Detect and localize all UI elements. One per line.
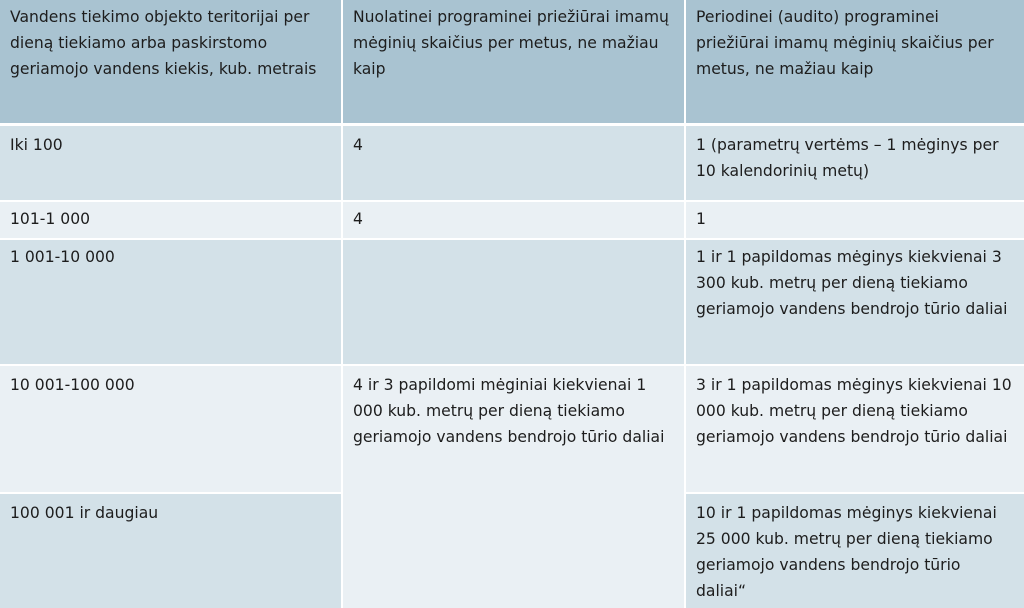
cell-continuous: 4 <box>342 201 685 239</box>
cell-periodic: 10 ir 1 papildomas mėginys kiekvienai 25 000 kub. metrų per dieną tiekiamo geriamojo vandens bendrojo tūrio daliai“ <box>685 493 1024 608</box>
cell-volume: 101-1 000 <box>0 201 342 239</box>
cell-volume: 100 001 ir daugiau <box>0 493 342 608</box>
header-periodic-samples: Periodinei (audito) programinei priežiūrai imamų mėginių skaičius per metus, ne mažiau kaip <box>685 0 1024 125</box>
cell-periodic: 1 ir 1 papildomas mėginys kiekvienai 3 300 kub. metrų per dieną tiekiamo geriamojo vandens bendrojo tūrio daliai <box>685 239 1024 365</box>
cell-volume: 10 001-100 000 <box>0 365 342 493</box>
cell-continuous <box>342 239 685 365</box>
header-volume: Vandens tiekimo objekto teritorijai per dieną tiekiamo arba paskirstomo geriamojo vandens kiekis, kub. metrais <box>0 0 342 125</box>
cell-periodic: 3 ir 1 papildomas mėginys kiekvienai 10 000 kub. metrų per dieną tiekiamo geriamojo vandens bendrojo tūrio daliai <box>685 365 1024 493</box>
cell-continuous: 4 <box>342 125 685 202</box>
cell-volume: Iki 100 <box>0 125 342 202</box>
table-row <box>0 365 1024 493</box>
table-row <box>0 201 1024 239</box>
cell-periodic: 1 (parametrų vertėms – 1 mėginys per 10 kalendorinių metų) <box>685 125 1024 202</box>
cell-continuous: 4 ir 3 papildomi mėginiai kiekvienai 1 000 kub. metrų per dieną tiekiamo geriamojo vandens bendrojo tūrio daliai <box>342 365 685 608</box>
cell-volume: 1 001-10 000 <box>0 239 342 365</box>
table-header-row <box>0 0 1024 125</box>
header-continuous-samples: Nuolatinei programinei priežiūrai imamų mėginių skaičius per metus, ne mažiau kaip <box>342 0 685 125</box>
table-row <box>0 239 1024 365</box>
cell-periodic: 1 <box>685 201 1024 239</box>
table-row <box>0 125 1024 202</box>
